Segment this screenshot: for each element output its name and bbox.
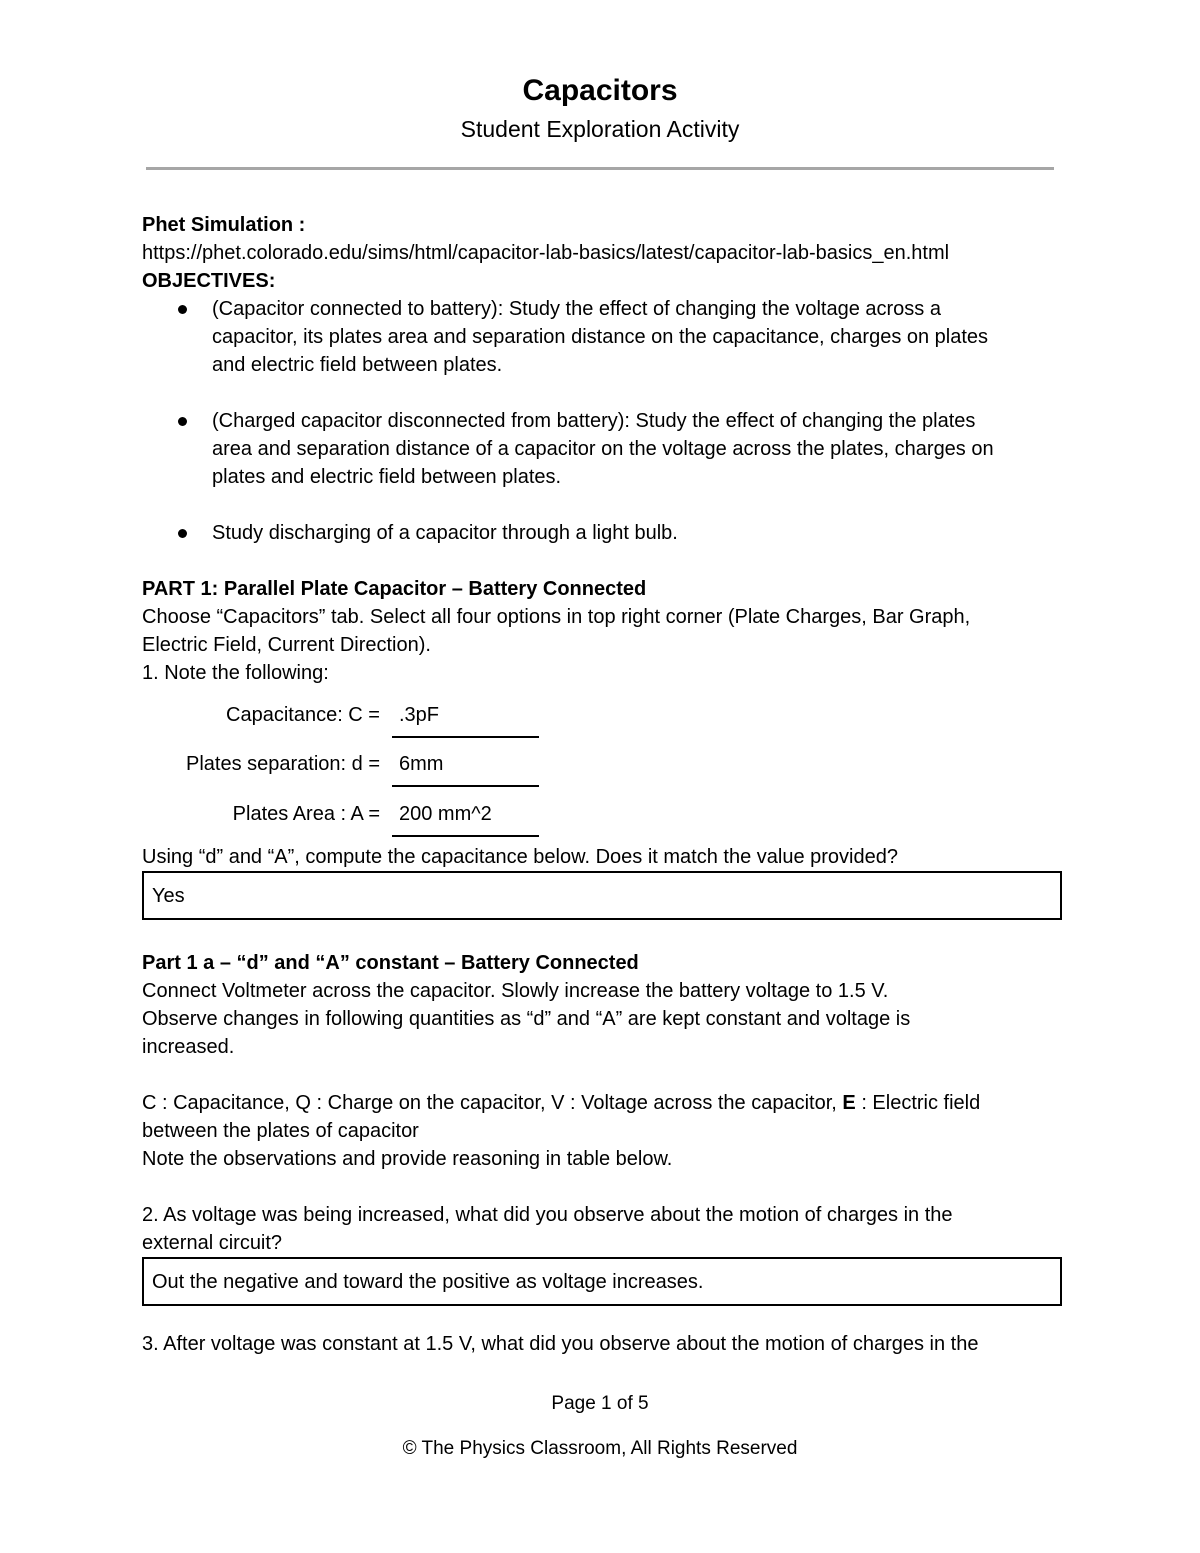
part1a-instruction: increased. [142,1036,235,1058]
part1-heading: PART 1: Parallel Plate Capacitor – Battery Connected [142,578,647,600]
param-value[interactable]: 200 mm^2 [399,803,492,825]
page-number: Page 1 of 5 [551,1393,649,1414]
variable-legend-line2: between the plates of capacitor [142,1120,419,1142]
question-1: 1. Note the following: [142,662,329,684]
compute-answer-box[interactable]: Yes [142,871,1062,920]
objective-item [142,407,1062,491]
param-area [142,800,542,828]
legend-e: E [842,1092,856,1114]
content [142,211,1062,1358]
sim-label: Phet Simulation : [142,214,306,236]
legend-text: : Electric field [861,1092,981,1114]
question-2: 2. As voltage was being increased, what did you observe about the motion of charges in the [142,1204,953,1226]
param-label: Capacitance: C = [226,704,380,726]
compute-prompt: Using “d” and “A”, compute the capacitance below. Does it match the value provided? [142,846,898,868]
objective-item [142,295,1062,379]
param-value[interactable]: 6mm [399,753,444,775]
part1-instruction: Choose “Capacitors” tab. Select all four options in top right corner (Plate Charges, Bar Graph, [142,606,971,628]
objective-line: (Charged capacitor disconnected from battery): Study the effect of changing the plates [212,410,976,432]
answer-underline [392,835,539,837]
doc-subtitle: Student Exploration Activity [460,116,740,142]
bullet-icon [178,417,187,426]
objective-line: area and separation distance of a capacitor on the voltage across the plates, charges on [212,438,994,460]
param-value[interactable]: .3pF [399,704,440,726]
variable-legend [142,1089,1062,1117]
objectives-heading: OBJECTIVES: [142,270,276,292]
doc-title: Capacitors [522,74,678,107]
part1-instruction: Electric Field, Current Direction). [142,634,431,656]
objectives-list [142,295,1062,547]
answer-underline [392,785,539,787]
part1a-instruction: Observe changes in following quantities as “d” and “A” are kept constant and voltage is [142,1008,911,1030]
param-separation [142,750,542,778]
part1a-heading: Part 1 a – “d” and “A” constant – Battery Connected [142,952,639,974]
question-2-cont: external circuit? [142,1232,283,1254]
observation-note: Note the observations and provide reasoning in table below. [142,1148,673,1170]
objective-line: plates and electric field between plates. [212,466,562,488]
question-3: 3. After voltage was constant at 1.5 V, what did you observe about the motion of charges in the [142,1333,979,1355]
part1a-instruction: Connect Voltmeter across the capacitor. Slowly increase the battery voltage to 1.5 V. [142,980,889,1002]
bullet-icon [178,305,187,314]
answer-underline [392,736,539,738]
sim-url[interactable]: https://phet.colorado.edu/sims/html/capacitor-lab-basics/latest/capacitor-lab-basics_en.html [142,242,950,264]
param-capacitance [142,701,542,729]
objective-item [142,519,1062,547]
objective-line: (Capacitor connected to battery): Study the effect of changing the voltage across a [212,298,941,320]
param-label: Plates Area : A = [232,803,380,825]
param-label: Plates separation: d = [185,753,380,775]
objective-line: capacitor, its plates area and separation distance on the capacitance, charges on plates [212,326,989,348]
objective-line: and electric field between plates. [212,354,503,376]
copyright: © The Physics Classroom, All Rights Reserved [402,1438,798,1459]
bullet-icon [178,529,187,538]
legend-text: C : Capacitance, Q : Charge on the capacitor, V : Voltage across the capacitor, [142,1092,837,1114]
header-divider [146,167,1054,170]
question-2-answer-box[interactable]: Out the negative and toward the positive as voltage increases. [142,1257,1062,1306]
objective-line: Study discharging of a capacitor through a light bulb. [212,522,678,544]
capacitor-parameters [142,701,1062,843]
